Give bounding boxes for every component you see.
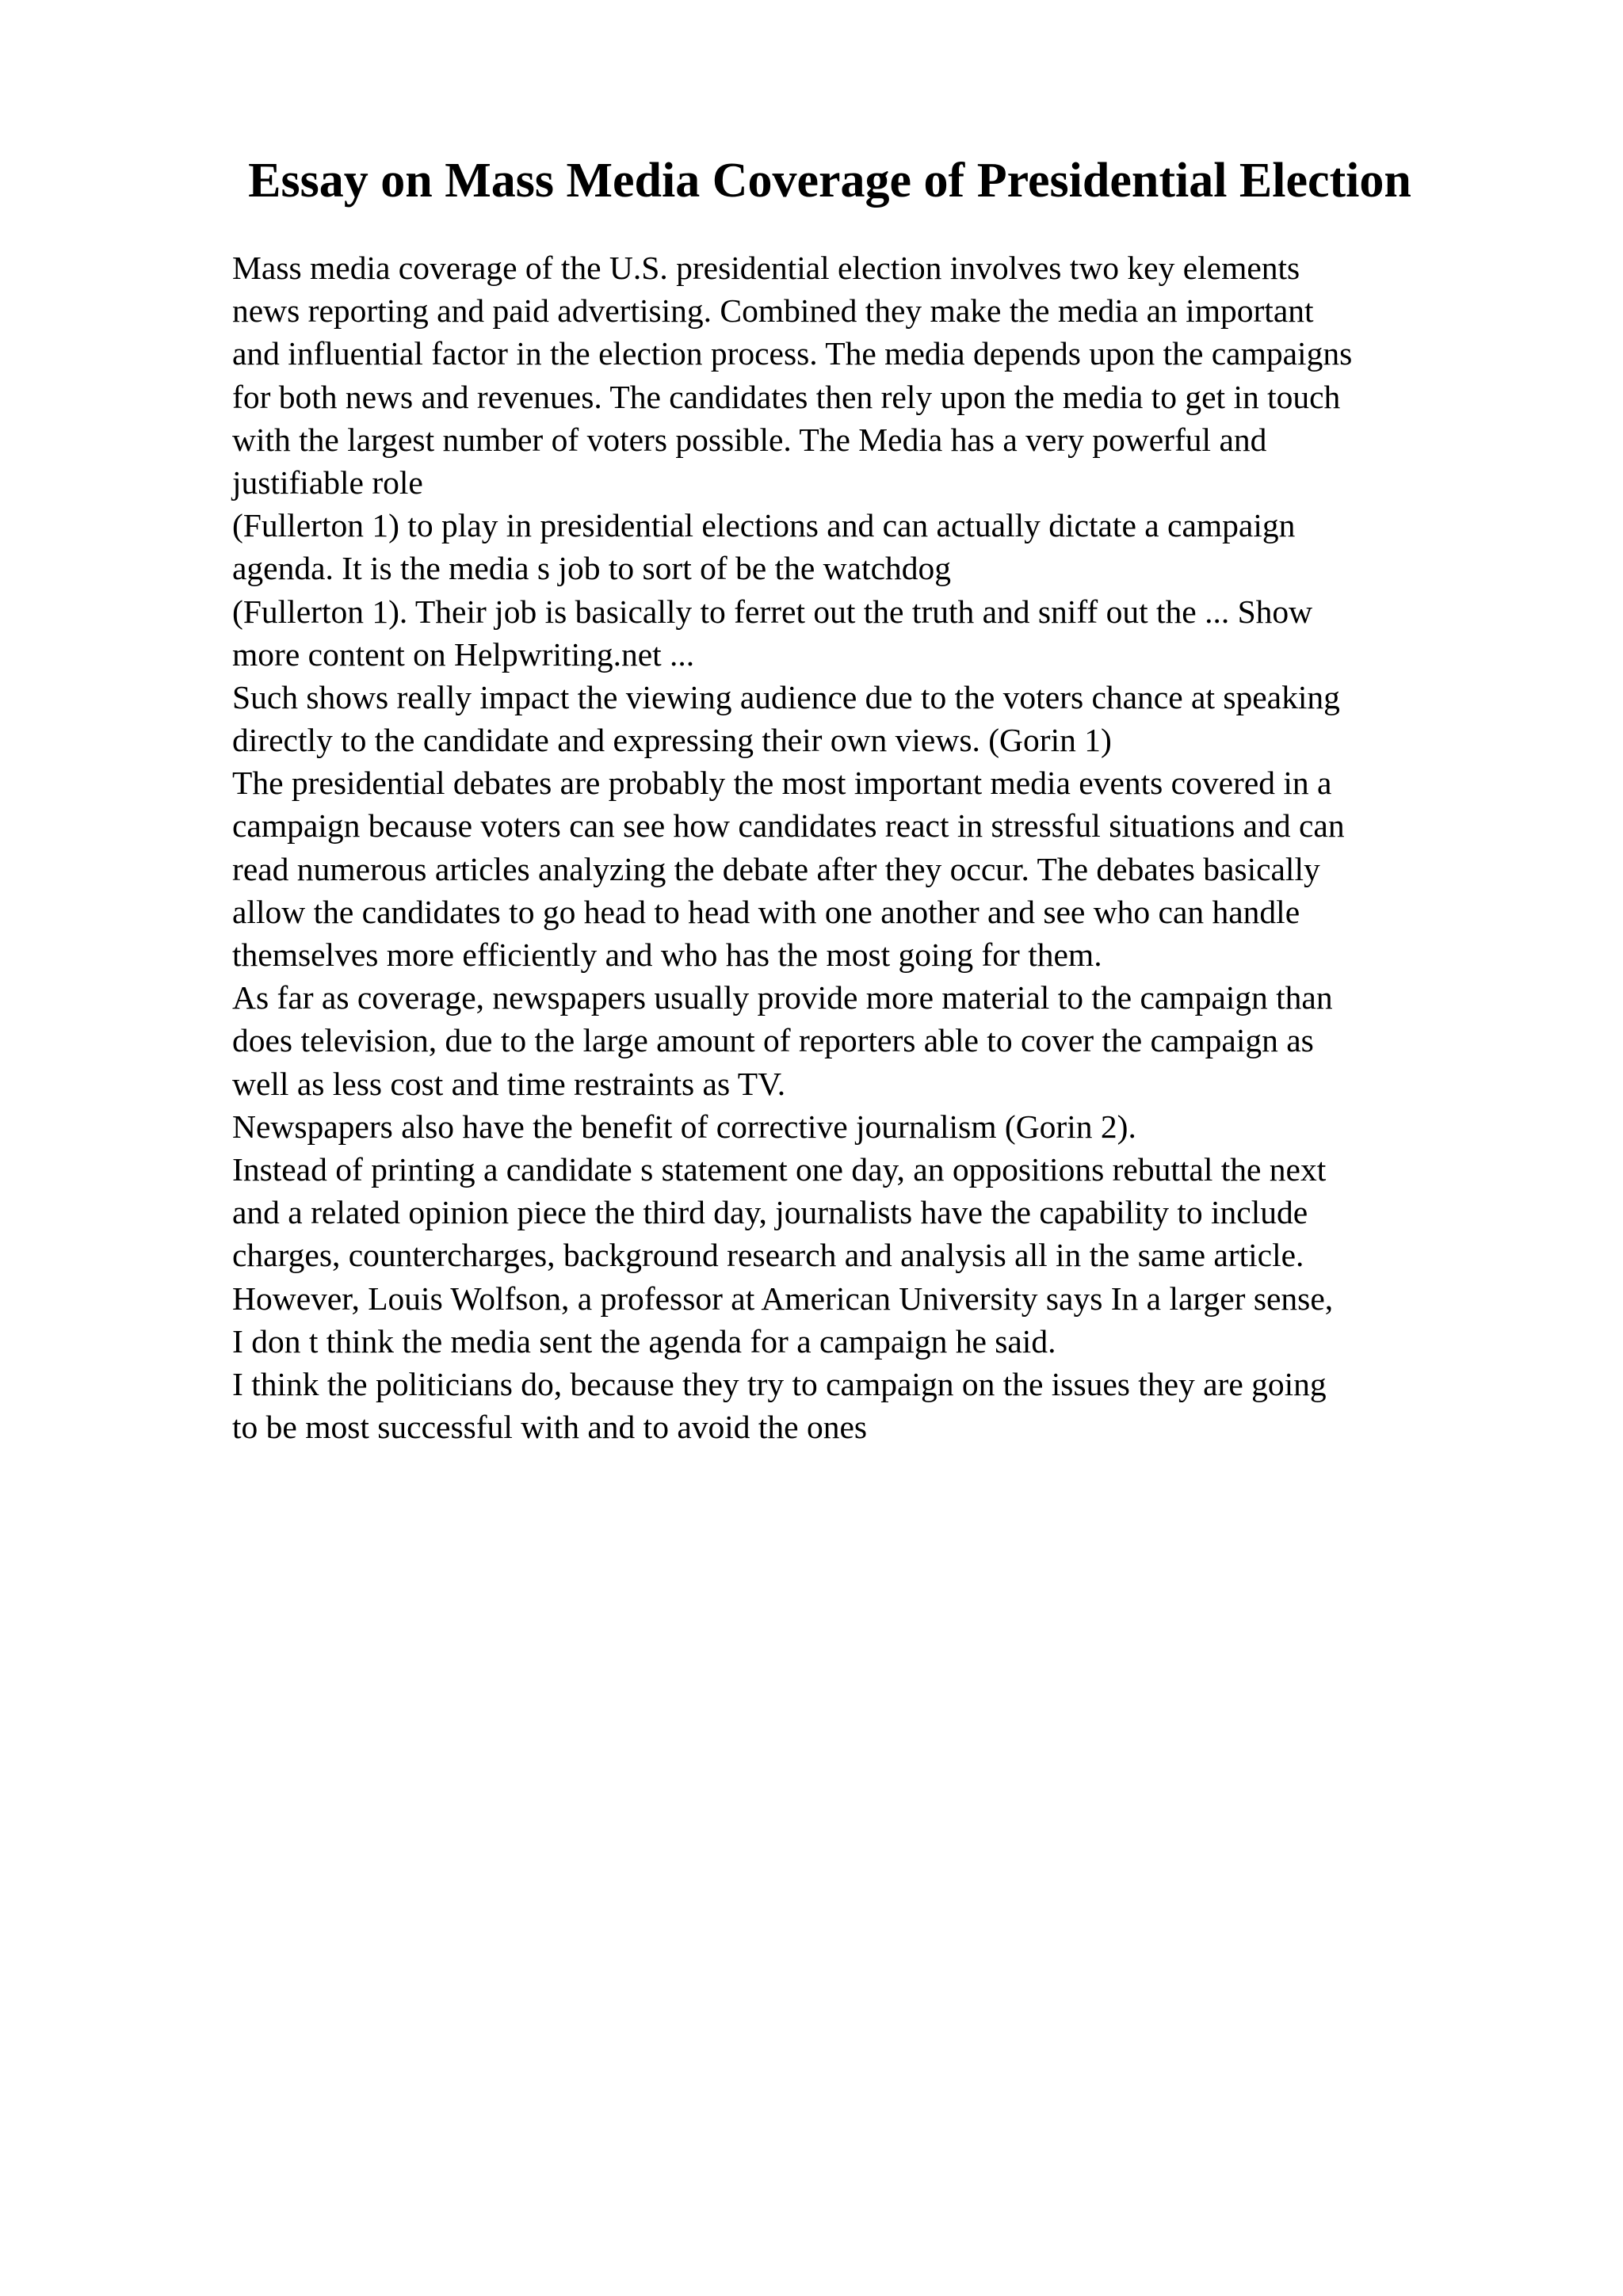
body-line: (Fullerton 1) to play in presidential elections and can actually dictate a campaign [232,507,1296,544]
body-line: to be most successful with and to avoid the ones [232,1409,868,1446]
body-line: Such shows really impact the viewing audience due to the voters chance at speaking [232,678,1340,715]
body-line: and a related opinion piece the third day, journalists have the capability to include [232,1194,1308,1231]
body-line: As far as coverage, newspapers usually provide more material to the campaign than [232,979,1333,1016]
body-line: more content on Helpwriting.net ... [232,635,695,673]
body-line: The presidential debates are probably the most important media events covered in a [232,765,1332,802]
body-line: allow the candidates to go head to head with one another and see who can handle [232,893,1300,930]
body-line: charges, countercharges, background research and analysis all in the same article. [232,1237,1304,1274]
body-line: (Fullerton 1). Their job is basically to ferret out the truth and sniff out the ... Show [232,593,1313,630]
body-line: themselves more efficiently and who has the most going for them. [232,936,1102,973]
document-body [232,246,1516,1448]
body-line: for both news and revenues. The candidates then rely upon the media to get in touch [232,378,1341,415]
body-line: However, Louis Wolfson, a professor at American University says In a larger sense, [232,1280,1334,1317]
body-line: justifiable role [232,463,423,501]
body-line: does television, due to the large amount of reporters able to cover the campaign as [232,1022,1314,1059]
body-line: with the largest number of voters possible. The Media has a very powerful and [232,421,1267,458]
body-line: Mass media coverage of the U.S. presidential election involves two key elements [232,250,1300,286]
body-line: I don t think the media sent the agenda for a campaign he said. [232,1322,1056,1360]
body-line: news reporting and paid advertising. Combined they make the media an important [232,292,1314,330]
body-line: and influential factor in the election process. The media depends upon the campaigns [232,335,1353,372]
document-title: Essay on Mass Media Coverage of Presidential Election [248,154,1411,208]
body-line: Newspapers also have the benefit of corrective journalism (Gorin 2). [232,1108,1136,1145]
body-line: campaign because voters can see how candidates react in stressful situations and can [232,807,1345,845]
body-line: directly to the candidate and expressing their own views. (Gorin 1) [232,722,1112,759]
body-line: agenda. It is the media s job to sort of be the watchdog [232,550,952,587]
body-line: I think the politicians do, because they try to campaign on the issues they are going [232,1365,1327,1402]
body-line: read numerous articles analyzing the debate after they occur. The debates basically [232,850,1320,887]
body-line: well as less cost and time restraints as TV. [232,1065,786,1102]
body-line: Instead of printing a candidate s statement one day, an oppositions rebuttal the next [232,1150,1327,1188]
